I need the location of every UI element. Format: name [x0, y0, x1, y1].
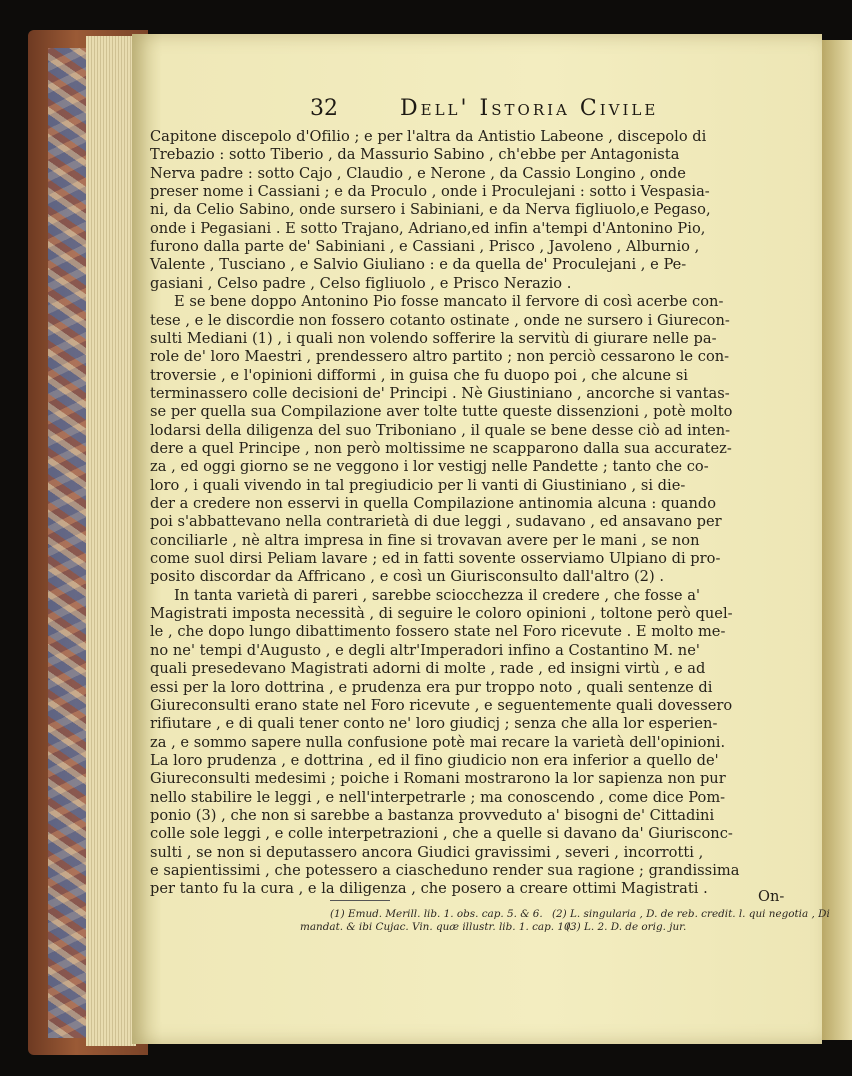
text-line: Nerva padre : sotto Cajo , Claudio , e Nerone , da Cassio Longino , onde — [150, 164, 686, 182]
catchword: On- — [758, 888, 785, 905]
facing-page-edge — [822, 40, 852, 1040]
text-line: role de' loro Maestri , prendessero altro partito ; non perciò cessarono le con- — [150, 348, 730, 366]
text-line: no ne' tempi d'Augusto , e degli altr'Imperadori infino a Costantino M. ne' — [150, 641, 700, 659]
text-line: za , e sommo sapere nulla confusione potè mai recare la varietà dell'opinioni. — [150, 733, 726, 751]
marbled-endpaper — [48, 48, 88, 1038]
text-line: dere a quel Principe , non però moltissime ne scapparono dalla sua accuratez- — [150, 439, 732, 457]
text-line: In tanta varietà di pareri , sarebbe sciocchezza il credere , che fosse a' — [174, 586, 700, 604]
text-line: e sapientissimi , che potessero a ciascheduno render sua ragione ; grandissima — [150, 862, 740, 879]
text-line: Valente , Tusciano , e Salvio Giuliano : e da quella de' Proculejani , e Pe- — [150, 256, 687, 274]
text-line: se per quella sua Compilazione aver tolte tutte queste dissenzioni , potè molto — [150, 403, 733, 421]
text-line: rifiutare , e di quali tener conto ne' loro giudicj ; senza che alla lor esperien- — [150, 715, 718, 733]
page-number: 32 — [310, 96, 338, 121]
text-line: terminassero colle decisioni de' Principi . Nè Giustiniano , ancorche si vantas- — [150, 384, 730, 402]
text-line: conciliarle , nè altra impresa in fine si trovavan avere per le mani , se non — [150, 531, 700, 549]
running-title: Dell' Istoria Civile — [400, 96, 659, 121]
text-line: per tanto fu la cura , e la diligenza , che posero a creare ottimi Magistrati . — [150, 880, 708, 898]
footnote-2: (2) L. singularia , D. de reb. credit. l. qui negotia , Di — [552, 908, 830, 920]
text-line: preser nome i Cassiani ; e da Proculo , onde i Proculejani : sotto i Vespasia- — [150, 183, 710, 201]
text-line: poi s'abbattevano nella contrarietà di due leggi , sudavano , ed ansavano per — [150, 513, 722, 531]
text-line: lodarsi della diligenza del suo Triboniano , il quale se bene desse ciò ad inten- — [150, 421, 731, 439]
text-line: La loro prudenza , e dottrina , ed il fino giudicio non era inferior a quello de' — [150, 751, 719, 769]
text-line: sulti , se non si deputassero ancora Giudici gravissimi , severi , incorrotti , — [150, 843, 704, 861]
text-line: quali presedevano Magistrati adorni di molte , rade , ed insigni virtù , e ad — [150, 660, 706, 678]
footnote-1: (1) Emud. Merill. lib. 1. obs. cap. 5. & 6. — [330, 908, 543, 920]
text-line: der a credere non esservi in quella Compilazione antinomia alcuna : quando — [150, 495, 717, 512]
text-line: essi per la loro dottrina , e prudenza era pur troppo noto , quali sentenze di — [150, 678, 713, 696]
text-line: ponio (3) , che non si sarebbe a bastanza provveduto a' bisogni de' Cittadini — [150, 806, 715, 824]
footnote-rule — [330, 900, 390, 901]
text-line: E se bene doppo Antonino Pio fosse mancato il fervore di così acerbe con- — [174, 293, 724, 311]
text-line: furono dalla parte de' Sabiniani , e Cassiani , Prisco , Javoleno , Alburnio , — [150, 238, 700, 256]
text-line: le , che dopo lungo dibattimento fossero state nel Foro ricevute . E molto me- — [150, 623, 726, 641]
text-line: Capitone discepolo d'Ofilio ; e per l'altra da Antistio Labeone , discepolo di — [150, 128, 707, 145]
text-line: sulti Mediani (1) , i quali non volendo sofferire la servitù di giurare nelle pa- — [150, 329, 717, 347]
page-header — [310, 96, 730, 126]
text-line: ni, da Celio Sabino, onde sursero i Sabiniani, e da Nerva figliuolo,e Pegaso, — [150, 201, 711, 219]
footnote-3: (3) L. 2. D. de orig. jur. — [566, 921, 687, 933]
text-line: Magistrati imposta necessità , di seguire le coloro opinioni , toltone però quel- — [150, 605, 733, 623]
text-line: Trebazio : sotto Tiberio , da Massurio Sabino , ch'ebbe per Antagonista — [150, 146, 680, 164]
text-line: onde i Pegasiani . E sotto Trajano, Adriano,ed infin a'tempi d'Antonino Pio, — [150, 219, 706, 237]
text-line: Giureconsulti erano state nel Foro ricevute , e seguentemente quali dovessero — [150, 696, 733, 714]
text-line: Giureconsulti medesimi ; poiche i Romani mostrarono la lor sapienza non pur — [150, 770, 726, 788]
page-edges — [86, 36, 136, 1046]
text-line: tese , e le discordie non fossero cotanto ostinate , onde ne sursero i Giurecon- — [150, 311, 730, 329]
text-line: troversie , e l'opinioni difformi , in guisa che fu duopo poi , che alcune si — [150, 366, 688, 384]
text-line: nello stabilire le leggi , e nell'interpetrarle ; ma conoscendo , come dice Pom- — [150, 788, 726, 806]
text-line: loro , i quali vivendo in tal pregiudicio per li vanti di Giustiniano , si die- — [150, 476, 686, 494]
text-line: colle sole leggi , e colle interpetrazioni , che a quelle si davano da' Giurisconc- — [150, 825, 733, 843]
footnote-1-cont: mandat. & ibi Cujac. Vin. quæ illustr. lib. 1. cap. 10. — [300, 921, 574, 933]
text-line: za , ed oggi giorno se ne veggono i lor vestigj nelle Pandette ; tanto che co- — [150, 458, 709, 476]
text-line: come suol dirsi Peliam lavare ; ed in fatti sovente osserviamo Ulpiano di pro- — [150, 550, 721, 568]
text-line: posito discordar da Affricano , e così un Giurisconsulto dall'altro (2) . — [150, 568, 665, 586]
text-line: gasiani , Celso padre , Celso figliuolo , e Prisco Nerazio . — [150, 274, 572, 292]
